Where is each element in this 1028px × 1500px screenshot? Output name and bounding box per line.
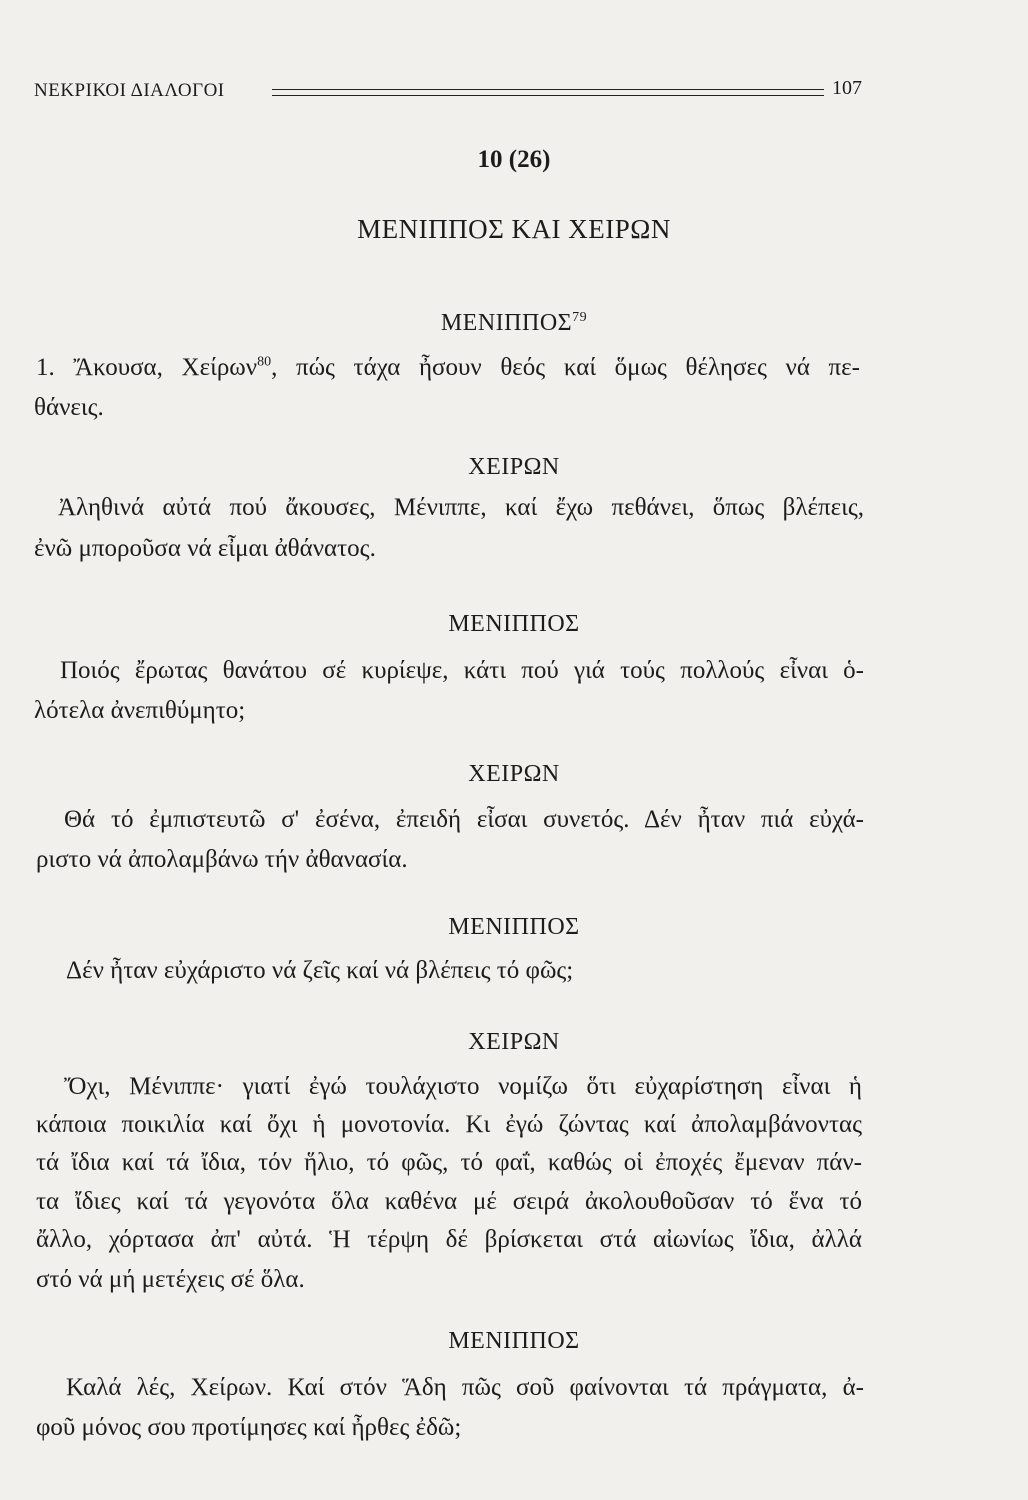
chapter-title: ΜΕΝΙΠΠΟΣ ΚΑΙ ΧΕΙΡΩΝ xyxy=(357,214,671,244)
speaker-heading: ΧΕΙΡΩΝ xyxy=(468,454,560,480)
speaker-name: ΜΕΝΙΠΠΟΣ xyxy=(440,310,573,336)
text-fragment: 1. Ἄκουσα, Χείρων xyxy=(36,354,258,381)
text-line: Δέν ἦταν εὐχάριστο νά ζεῖς καί νά βλέπεις τό φῶς; xyxy=(66,957,574,984)
text-line: θάνεις. xyxy=(34,394,104,421)
text-line: λότελα ἀνεπιθύμητο; xyxy=(34,697,246,724)
speaker-heading: ΜΕΝΙΠΠΟΣ xyxy=(448,914,580,940)
text-line: Ποιός ἔρωτας θανάτου σέ κυρίεψε, κάτι πού γιά τούς πολλούς εἶναι ὁ- xyxy=(60,657,864,684)
text-line: ἐνῶ μποροῦσα νά εἶμαι ἀθάνατος. xyxy=(34,535,376,562)
speaker-heading: ΜΕΝΙΠΠΟΣ xyxy=(448,611,580,637)
footnote-marker: 79 xyxy=(572,310,588,325)
text-fragment: , πώς τάχα ἦσουν θεός καί ὅμως θέλησες νά πε- xyxy=(271,354,860,381)
chapter-number: 10 (26) xyxy=(477,146,551,173)
text-line: Καλά λές, Χείρων. Καί στόν Ἅδη πῶς σοῦ φαίνονται τά πράγματα, ἀ- xyxy=(66,1374,864,1401)
page-number: 107 xyxy=(832,77,862,99)
running-title: ΝΕΚΡΙΚΟΙ ΔΙΑΛΟΓΟΙ xyxy=(34,80,225,101)
text-line: Θά τό ἐμπιστευτῶ σ' ἐσένα, ἐπειδή εἶσαι συνετός. Δέν ἦταν πιά εὐχά- xyxy=(64,806,864,833)
speaker-heading: ΜΕΝΙΠΠΟΣ xyxy=(448,1328,580,1354)
speaker-heading xyxy=(0,310,1028,337)
text-line: φοῦ μόνος σου προτίμησες καί ἦρθες ἐδῶ; xyxy=(36,1414,462,1441)
text-line: ριστο νά ἀπολαμβάνω τήν ἀθανασία. xyxy=(36,846,408,873)
text-line: κάποια ποικιλία καί ὄχι ἡ μονοτονία. Κι ἐγώ ζώντας καί ἀπολαμβάνοντας xyxy=(36,1111,862,1138)
speaker-heading: ΧΕΙΡΩΝ xyxy=(468,1029,560,1055)
running-header xyxy=(34,77,862,110)
speaker-heading: ΧΕΙΡΩΝ xyxy=(468,761,560,787)
text-line: τα ἴδιες καί τά γεγονότα ὅλα καθένα μέ σειρά ἀκολουθοῦσαν τό ἕνα τό xyxy=(36,1188,862,1215)
text-line: Ἀληθινά αὐτά πού ἄκουσες, Μένιππε, καί ἔχω πεθάνει, ὅπως βλέπεις, xyxy=(58,494,864,521)
text-line xyxy=(36,354,860,382)
header-double-rule xyxy=(272,89,824,96)
text-line: Ὄχι, Μένιππε· γιατί ἐγώ τουλάχιστο νομίζω ὅτι εὐχαρίστηση εἶναι ἡ xyxy=(64,1073,862,1100)
footnote-marker: 80 xyxy=(257,354,272,370)
text-line: στό νά μή μετέχεις σέ ὅλα. xyxy=(36,1266,305,1293)
text-line: ἄλλο, χόρτασα ἀπ' αὐτά. Ἡ τέρψη δέ βρίσκεται στά αἰωνίως ἴδια, ἀλλά xyxy=(36,1226,862,1253)
text-line: τά ἴδια καί τά ἴδια, τόν ἥλιο, τό φῶς, τό φαΐ, καθώς οἱ ἐποχές ἔμεναν πάν- xyxy=(36,1149,862,1176)
